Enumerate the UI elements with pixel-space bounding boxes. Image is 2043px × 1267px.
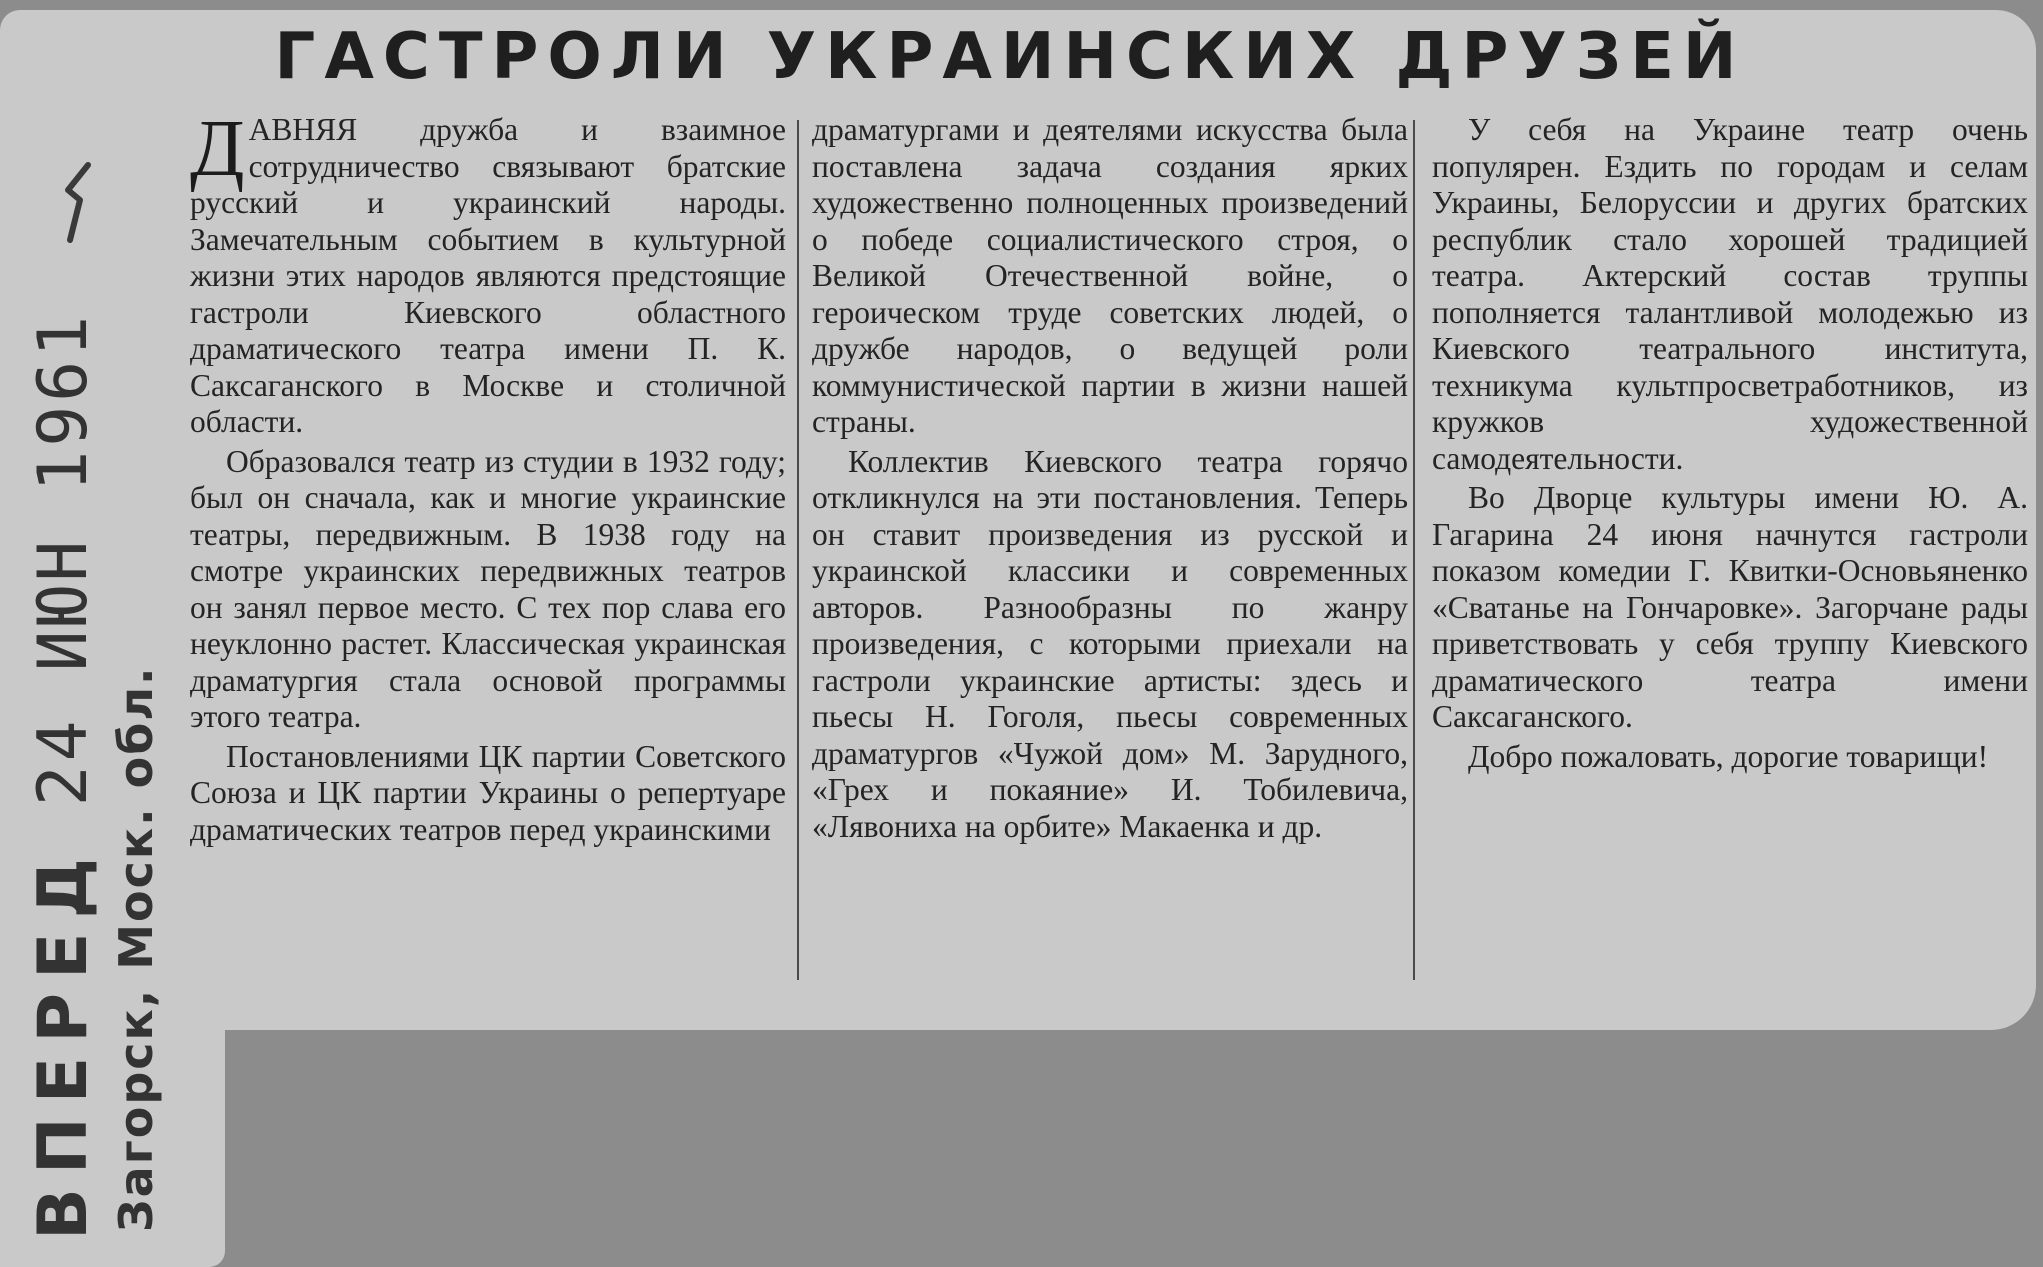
paragraph xyxy=(190,105,786,441)
archive-stamp xyxy=(24,311,163,1240)
stamp-newspaper-name: ВПЕРЕД xyxy=(24,843,103,1240)
paragraph: Во Дворце культуры имени Ю. А. Гагарина 24 июня начнутся гастроли показом комедии Г. Квитки-Основьяненко «Сватанье на Гончаровке». Загорчане рады приветствовать у себя труппу Киевского драматического театра имени Саксаганского. xyxy=(1432,480,2028,734)
paragraph: У себя на Украине театр очень популярен. Ездить по городам и селам Украины, Белоруссии и других братских республик стало хорошей традицией театра. Актерский состав труппы пополняется талантливой молодежью из Киевского театрального института, техникума культпросветработников, из кружков художественной самодеятельности. xyxy=(1432,112,2028,476)
stamp-newspaper-line xyxy=(24,311,103,1240)
paragraph: Образовался театр из студии в 1932 году; был он сначала, как и многие украинские театры, передвижным. В 1938 году на смотре украинских передвижных театров он занял первое место. С тех пор слава его неуклонно растет. Классическая украинская драматургия стала основой программы этого театра. xyxy=(190,443,786,734)
article-column-2 xyxy=(812,112,1408,848)
column-divider xyxy=(797,120,799,980)
handwritten-checkmark-icon xyxy=(58,160,108,250)
drop-cap: Д xyxy=(190,105,245,193)
article-column-1 xyxy=(190,105,786,851)
paragraph: Коллектив Киевского театра горячо откликнулся на эти постановления. Теперь он ставит произведения из русской и украинской классики и современных авторов. Разнообразны по жанру произведения, с которыми приехали на гастроли украинские артисты: здесь и пьесы Н. Гоголя, пьесы современных драматургов «Чужой дом» М. Зарудного, «Грех и покаяние» И. Тобилевича, «Лявониха на орбите» Макаенка и др. xyxy=(812,443,1408,844)
stamp-place: Загорск, Моск. обл. xyxy=(109,665,163,1232)
paragraph-text: АВНЯЯ дружба и взаимное сотрудничество связывают братские русский и украинский народы. Замечательным событием в культурной жизни этих народов являются предстоящие гастроли Киевского областного драматического театра имени П. К. Саксаганского в Москве и столичной области. xyxy=(190,112,786,439)
article-headline: ГАСТРОЛИ УКРАИНСКИХ ДРУЗЕЙ xyxy=(274,20,1746,94)
paragraph: драматургами и деятелями искусства была поставлена задача создания ярких художественно полноценных произведений о победе социалистического строя, о Великой Отечественной войне, о героическом труде советских людей, о дружбе народов, о ведущей роли коммунистической партии в жизни нашей страны. xyxy=(812,112,1408,439)
column-divider xyxy=(1413,120,1415,980)
paragraph: Постановлениями ЦК партии Советского Союза и ЦК партии Украины о репертуаре драматических театров перед украинскими xyxy=(190,738,786,847)
stamp-date: 24 ИЮН 1961 xyxy=(24,311,103,807)
article-column-3 xyxy=(1432,112,2028,778)
paragraph: Добро пожаловать, дорогие товарищи! xyxy=(1468,738,1989,774)
